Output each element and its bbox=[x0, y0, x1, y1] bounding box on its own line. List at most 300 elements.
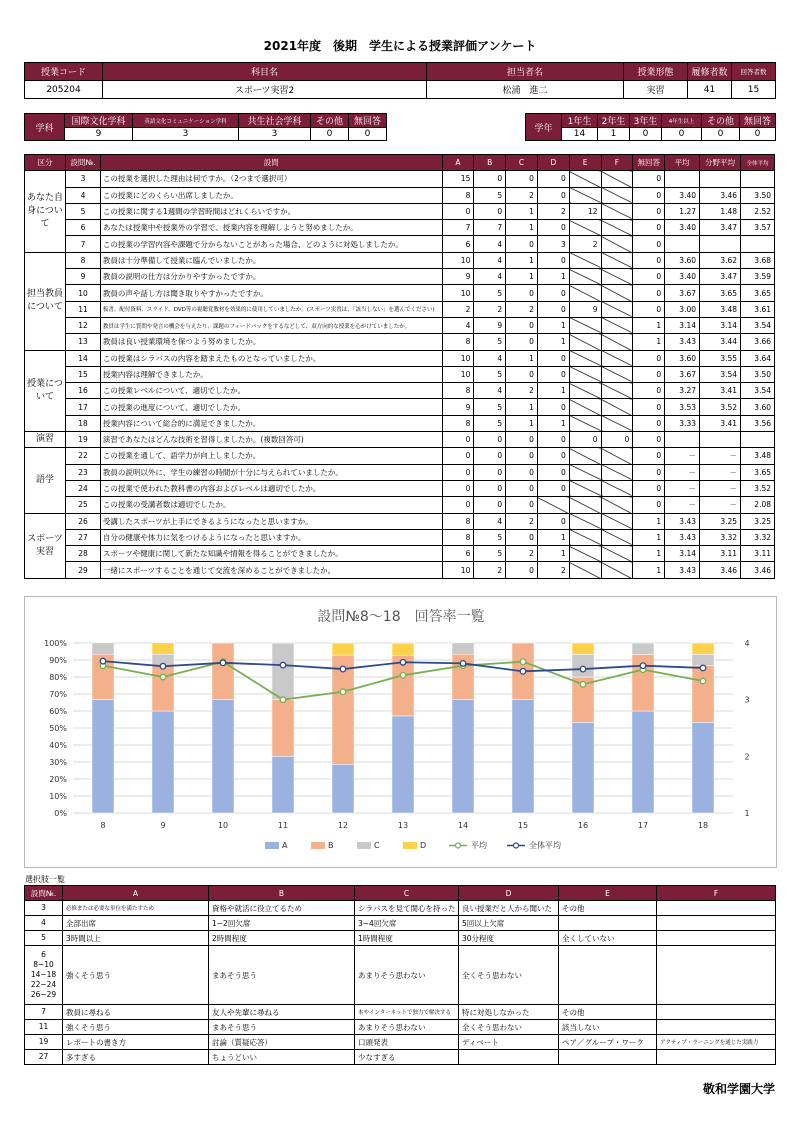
answer-count: 0 bbox=[537, 432, 569, 448]
average-value: 1.27 bbox=[665, 203, 700, 219]
no-answer-count: 0 bbox=[633, 415, 665, 431]
category-label: 演習 bbox=[25, 432, 66, 448]
col-header-category: 区分 bbox=[25, 155, 66, 171]
overall-average-value: 2.52 bbox=[741, 203, 775, 219]
option-text: 30分程度 bbox=[459, 931, 559, 946]
question-number: 23 bbox=[66, 464, 101, 480]
overall-average-value: 3.60 bbox=[741, 399, 775, 415]
answer-count bbox=[569, 334, 601, 350]
x-tick-label: 14 bbox=[457, 821, 469, 830]
question-number: 16 bbox=[66, 383, 101, 399]
no-answer-count: 0 bbox=[633, 432, 665, 448]
field-average-value bbox=[700, 236, 741, 252]
field-average-value bbox=[700, 432, 741, 448]
line-point bbox=[580, 666, 586, 672]
answer-count: 1 bbox=[537, 415, 569, 431]
answer-count bbox=[601, 317, 633, 333]
bar-segment bbox=[92, 700, 114, 813]
answer-count: 2 bbox=[506, 513, 538, 529]
field-average-value: 1.48 bbox=[700, 203, 741, 219]
answer-count: 0 bbox=[474, 448, 506, 464]
y-tick-label: 50% bbox=[49, 724, 67, 733]
year-header: 1年生 bbox=[562, 114, 598, 128]
answer-count bbox=[569, 317, 601, 333]
overall-average-value: 3.46 bbox=[741, 562, 775, 578]
question-text: この授業を選択した理由は何ですか。（2つまで選択可） bbox=[100, 171, 442, 187]
bar-segment bbox=[152, 643, 174, 654]
survey-row bbox=[25, 187, 775, 203]
answer-count bbox=[601, 269, 633, 285]
category-label: 担当教員について bbox=[25, 252, 66, 350]
category-label: あなた自身について bbox=[25, 171, 66, 252]
question-number: 7 bbox=[66, 236, 101, 252]
answer-count: 0 bbox=[474, 464, 506, 480]
no-answer-count: 1 bbox=[633, 546, 665, 562]
answer-count bbox=[601, 334, 633, 350]
survey-row bbox=[25, 366, 775, 382]
field-average-value: 3.47 bbox=[700, 220, 741, 236]
answer-count: 5 bbox=[474, 334, 506, 350]
no-answer-count: 1 bbox=[633, 529, 665, 545]
y-tick-label: 40% bbox=[49, 741, 67, 750]
bar-segment bbox=[692, 666, 714, 723]
no-answer-count: 1 bbox=[633, 317, 665, 333]
field-average-value: 3.44 bbox=[700, 334, 741, 350]
question-text: この授業を通して、語学力が向上しましたか。 bbox=[100, 448, 442, 464]
overall-average-value: 3.65 bbox=[741, 285, 775, 301]
answer-count: 10 bbox=[442, 562, 474, 578]
y-tick-label: 90% bbox=[49, 656, 67, 665]
line-point bbox=[400, 673, 406, 679]
survey-row bbox=[25, 399, 775, 415]
no-answer-count: 0 bbox=[633, 171, 665, 187]
survey-row bbox=[25, 220, 775, 236]
year-label: 学年 bbox=[526, 114, 562, 141]
option-question-number: 11 bbox=[25, 1020, 63, 1035]
average-value: 3.43 bbox=[665, 334, 700, 350]
average-value bbox=[665, 432, 700, 448]
dept-header: その他 bbox=[311, 114, 349, 128]
teacher-name: 松浦 進二 bbox=[427, 81, 624, 99]
question-number: 13 bbox=[66, 334, 101, 350]
line-point bbox=[700, 665, 706, 671]
average-value: － bbox=[665, 497, 700, 513]
field-average-value: 3.62 bbox=[700, 252, 741, 268]
course-code: 205204 bbox=[25, 81, 103, 99]
answer-count: 5 bbox=[474, 366, 506, 382]
survey-row bbox=[25, 236, 775, 252]
answer-count: 4 bbox=[474, 350, 506, 366]
year-value: 1 bbox=[598, 128, 630, 141]
year-value: 0 bbox=[702, 128, 740, 141]
col-header-no-answer: 無回答 bbox=[633, 155, 665, 171]
answer-count bbox=[601, 187, 633, 203]
col-header-c: C bbox=[506, 155, 538, 171]
answer-count: 5 bbox=[474, 399, 506, 415]
answer-count: 3 bbox=[537, 236, 569, 252]
legend-swatch bbox=[357, 842, 371, 849]
answer-count: 0 bbox=[506, 529, 538, 545]
option-text bbox=[657, 931, 776, 946]
answer-count: 0 bbox=[442, 448, 474, 464]
question-number: 5 bbox=[66, 203, 101, 219]
answer-count bbox=[601, 350, 633, 366]
x-tick-label: 17 bbox=[637, 821, 649, 830]
options-table bbox=[24, 885, 776, 1065]
average-value: 3.60 bbox=[665, 252, 700, 268]
answer-count bbox=[569, 366, 601, 382]
option-text bbox=[657, 901, 776, 916]
answer-count: 2 bbox=[474, 562, 506, 578]
col-header-field-average: 分野平均 bbox=[700, 155, 741, 171]
option-text: あまりそう思わない bbox=[355, 1020, 459, 1035]
option-question-number: 7 bbox=[25, 1005, 63, 1020]
question-number: 3 bbox=[66, 171, 101, 187]
option-text: ちょうどいい bbox=[209, 1050, 355, 1065]
survey-row bbox=[25, 480, 775, 496]
answer-count: 10 bbox=[442, 350, 474, 366]
bar-segment bbox=[152, 666, 174, 711]
answer-count: 0 bbox=[506, 480, 538, 496]
bar-segment bbox=[392, 643, 414, 655]
answer-count: 2 bbox=[537, 562, 569, 578]
answer-count: 8 bbox=[442, 187, 474, 203]
no-answer-count: 0 bbox=[633, 301, 665, 317]
bar-segment bbox=[692, 654, 714, 665]
option-text: 全くそう思わない bbox=[459, 946, 559, 1005]
category-label: 授業について bbox=[25, 350, 66, 431]
field-average-value: 3.11 bbox=[700, 546, 741, 562]
overall-average-value bbox=[741, 171, 775, 187]
average-value: 3.43 bbox=[665, 529, 700, 545]
options-header-e: E bbox=[559, 886, 657, 901]
answer-count: 0 bbox=[474, 432, 506, 448]
option-text: 少なすぎる bbox=[355, 1050, 459, 1065]
answer-count: 0 bbox=[506, 236, 538, 252]
answer-count: 1 bbox=[537, 317, 569, 333]
overall-average-value: 3.66 bbox=[741, 334, 775, 350]
question-text: この授業の進度について、適切でしたか。 bbox=[100, 399, 442, 415]
survey-row bbox=[25, 562, 775, 578]
question-text: この授業の受講者数は適切でしたか。 bbox=[100, 497, 442, 513]
legend-label: 平均 bbox=[471, 841, 487, 850]
options-header-d: D bbox=[459, 886, 559, 901]
bar-segment bbox=[332, 764, 354, 813]
survey-row bbox=[25, 171, 775, 187]
answer-count: 1 bbox=[537, 529, 569, 545]
y-tick-label: 10% bbox=[49, 792, 67, 801]
question-number: 18 bbox=[66, 415, 101, 431]
answer-count: 0 bbox=[442, 203, 474, 219]
average-value: 3.14 bbox=[665, 546, 700, 562]
year-value: 0 bbox=[740, 128, 776, 141]
bar-segment bbox=[332, 643, 354, 655]
answer-count: 12 bbox=[569, 203, 601, 219]
survey-row bbox=[25, 317, 775, 333]
field-average-value: － bbox=[700, 448, 741, 464]
y-tick-label: 70% bbox=[49, 690, 67, 699]
answer-count: 0 bbox=[506, 464, 538, 480]
option-text: 5回以上欠席 bbox=[459, 916, 559, 931]
answer-count: 0 bbox=[506, 497, 538, 513]
answer-count: 5 bbox=[474, 529, 506, 545]
bar-segment bbox=[272, 643, 294, 700]
option-text bbox=[657, 1020, 776, 1035]
average-value: － bbox=[665, 448, 700, 464]
option-row bbox=[25, 916, 776, 931]
overall-average-value: 3.59 bbox=[741, 269, 775, 285]
answer-count: 4 bbox=[474, 236, 506, 252]
answer-count: 4 bbox=[474, 513, 506, 529]
average-value: － bbox=[665, 480, 700, 496]
bar-segment bbox=[692, 722, 714, 813]
answer-count: 0 bbox=[537, 399, 569, 415]
legend-swatch bbox=[265, 842, 279, 849]
option-text: ディベート bbox=[459, 1035, 559, 1050]
average-value: 3.43 bbox=[665, 562, 700, 578]
average-value: 3.40 bbox=[665, 269, 700, 285]
average-value bbox=[665, 171, 700, 187]
answer-count: 1 bbox=[506, 269, 538, 285]
answer-count: 0 bbox=[506, 366, 538, 382]
enrolled-header: 履修者数 bbox=[688, 63, 732, 81]
bar-segment bbox=[452, 643, 474, 654]
answer-count bbox=[601, 513, 633, 529]
overall-average-value: 3.64 bbox=[741, 350, 775, 366]
average-value: 3.60 bbox=[665, 350, 700, 366]
answer-count: 8 bbox=[442, 334, 474, 350]
answer-count: 0 bbox=[537, 285, 569, 301]
answer-count: 2 bbox=[506, 546, 538, 562]
option-text: ペア／グループ・ワーク bbox=[559, 1035, 657, 1050]
question-number: 28 bbox=[66, 546, 101, 562]
question-number: 8 bbox=[66, 252, 101, 268]
option-text: 1時間程度 bbox=[355, 931, 459, 946]
option-text: 1−2回欠席 bbox=[209, 916, 355, 931]
answer-count: 9 bbox=[569, 301, 601, 317]
option-row bbox=[25, 1035, 776, 1050]
answer-count bbox=[601, 236, 633, 252]
option-text: その他 bbox=[559, 901, 657, 916]
overall-average-value: 3.52 bbox=[741, 480, 775, 496]
no-answer-count: 0 bbox=[633, 203, 665, 219]
overall-average-value: 2.08 bbox=[741, 497, 775, 513]
answer-count: 1 bbox=[537, 383, 569, 399]
year-table bbox=[525, 113, 776, 141]
option-text: アクティブ・ラーニングを通じた実践力 bbox=[657, 1035, 776, 1050]
y2-tick-label: 4 bbox=[744, 639, 750, 648]
question-text: 教員は十分準備して授業に臨んでいましたか。 bbox=[100, 252, 442, 268]
answer-count bbox=[601, 220, 633, 236]
question-text: この授業の学習内容や課題で分からないことがあった場合、どのように対処しましたか。 bbox=[100, 236, 442, 252]
option-text: レポートの書き方 bbox=[63, 1035, 209, 1050]
question-text: この授業に関する1週間の学習時間はどれくらいですか。 bbox=[100, 203, 442, 219]
answer-count bbox=[569, 383, 601, 399]
survey-row bbox=[25, 529, 775, 545]
question-number: 9 bbox=[66, 269, 101, 285]
bar-segment bbox=[632, 643, 654, 654]
answer-count: 0 bbox=[474, 171, 506, 187]
answer-count bbox=[569, 513, 601, 529]
answer-count: 2 bbox=[474, 301, 506, 317]
answer-count bbox=[569, 350, 601, 366]
answer-count bbox=[601, 529, 633, 545]
answer-count: 0 bbox=[506, 334, 538, 350]
answer-count: 1 bbox=[506, 399, 538, 415]
legend-label: D bbox=[420, 841, 427, 850]
field-average-value: 3.25 bbox=[700, 513, 741, 529]
line-point bbox=[160, 674, 166, 680]
option-text: 全部出席 bbox=[63, 916, 209, 931]
bar-segment bbox=[92, 643, 114, 654]
no-answer-count: 0 bbox=[633, 350, 665, 366]
option-text: 3時間以上 bbox=[63, 931, 209, 946]
col-header-f: F bbox=[601, 155, 633, 171]
dept-header: 英語文化コミュニケーション学科 bbox=[133, 114, 239, 128]
option-text: 友人や先輩に尋ねる bbox=[209, 1005, 355, 1020]
answer-count: 0 bbox=[506, 317, 538, 333]
options-header-a: A bbox=[63, 886, 209, 901]
answer-count bbox=[569, 497, 601, 513]
no-answer-count: 0 bbox=[633, 480, 665, 496]
answer-count: 0 bbox=[506, 432, 538, 448]
option-row bbox=[25, 901, 776, 916]
average-value: － bbox=[665, 464, 700, 480]
answer-count: 0 bbox=[506, 562, 538, 578]
legend-swatch bbox=[311, 842, 325, 849]
question-number: 4 bbox=[66, 187, 101, 203]
overall-average-value: 3.54 bbox=[741, 317, 775, 333]
answer-count: 0 bbox=[506, 171, 538, 187]
overall-average-value: 3.61 bbox=[741, 301, 775, 317]
respondents-header: 回答者数 bbox=[732, 63, 776, 81]
survey-row bbox=[25, 415, 775, 431]
no-answer-count: 0 bbox=[633, 366, 665, 382]
bar-segment bbox=[272, 700, 294, 757]
answer-count bbox=[569, 562, 601, 578]
answer-count: 9 bbox=[474, 317, 506, 333]
dept-header: 国際文化学科 bbox=[65, 114, 133, 128]
overall-average-value: 3.65 bbox=[741, 464, 775, 480]
answer-count bbox=[601, 366, 633, 382]
answer-count bbox=[601, 171, 633, 187]
department-table bbox=[24, 113, 387, 141]
teacher-header: 担当者名 bbox=[427, 63, 624, 81]
option-text: 教員に尋ねる bbox=[63, 1005, 209, 1020]
answer-count: 0 bbox=[569, 432, 601, 448]
line-point bbox=[340, 666, 346, 672]
answer-count: 1 bbox=[506, 350, 538, 366]
line-point bbox=[280, 662, 286, 668]
year-value: 0 bbox=[662, 128, 702, 141]
answer-count: 1 bbox=[537, 334, 569, 350]
answer-count: 0 bbox=[537, 480, 569, 496]
col-header-b: B bbox=[474, 155, 506, 171]
option-question-number: 27 bbox=[25, 1050, 63, 1065]
y-tick-label: 0% bbox=[54, 809, 67, 818]
line-point bbox=[460, 661, 466, 667]
overall-average-value bbox=[741, 236, 775, 252]
year-header: 無回答 bbox=[740, 114, 776, 128]
question-number: 25 bbox=[66, 497, 101, 513]
average-value: 3.67 bbox=[665, 285, 700, 301]
answer-count: 8 bbox=[442, 529, 474, 545]
option-text: まあそう思う bbox=[209, 946, 355, 1005]
question-text: 一緒にスポーツすることを通じて交流を深めることができましたか。 bbox=[100, 562, 442, 578]
answer-count bbox=[601, 301, 633, 317]
question-number: 15 bbox=[66, 366, 101, 382]
field-average-value: 3.41 bbox=[700, 383, 741, 399]
col-header-overall-average: 全体平均 bbox=[741, 155, 775, 171]
answer-count bbox=[569, 464, 601, 480]
survey-row bbox=[25, 252, 775, 268]
average-value: 3.53 bbox=[665, 399, 700, 415]
y-tick-label: 60% bbox=[49, 707, 67, 716]
option-row bbox=[25, 946, 776, 1005]
answer-count: 0 bbox=[442, 432, 474, 448]
answer-count bbox=[569, 399, 601, 415]
answer-count: 8 bbox=[442, 513, 474, 529]
year-header: 4年生以上 bbox=[662, 114, 702, 128]
survey-row bbox=[25, 203, 775, 219]
answer-count: 5 bbox=[474, 187, 506, 203]
overall-average-value: 3.50 bbox=[741, 187, 775, 203]
respondents-count: 15 bbox=[732, 81, 776, 99]
chart-title: 設問№8～18 回答率一覧 bbox=[317, 609, 485, 625]
average-value: 3.00 bbox=[665, 301, 700, 317]
bar-segment bbox=[632, 711, 654, 813]
answer-count: 0 bbox=[442, 497, 474, 513]
field-average-value: 3.52 bbox=[700, 399, 741, 415]
x-tick-label: 12 bbox=[337, 821, 349, 830]
university-logo: 敬和学園大学 bbox=[702, 1082, 775, 1096]
option-question-number: 19 bbox=[25, 1035, 63, 1050]
no-answer-count: 0 bbox=[633, 220, 665, 236]
answer-count: 1 bbox=[506, 203, 538, 219]
question-number: 24 bbox=[66, 480, 101, 496]
option-text: その他 bbox=[559, 1005, 657, 1020]
survey-row bbox=[25, 432, 775, 448]
question-text: 授業内容について総合的に満足できましたか。 bbox=[100, 415, 442, 431]
form-header: 授業形態 bbox=[624, 63, 688, 81]
answer-count: 0 bbox=[474, 480, 506, 496]
answer-count: 5 bbox=[474, 415, 506, 431]
y2-tick-label: 1 bbox=[744, 809, 750, 818]
option-text: シラバスを見て関心を持った bbox=[355, 901, 459, 916]
line-point bbox=[100, 658, 106, 664]
answer-count bbox=[601, 464, 633, 480]
answer-count: 0 bbox=[537, 350, 569, 366]
average-value: 3.67 bbox=[665, 366, 700, 382]
survey-table bbox=[24, 154, 775, 579]
line-point bbox=[280, 697, 286, 703]
no-answer-count: 1 bbox=[633, 562, 665, 578]
dept-header: 無回答 bbox=[349, 114, 387, 128]
answer-count bbox=[601, 383, 633, 399]
option-text: 良い授業だと人から聞いた bbox=[459, 901, 559, 916]
no-answer-count: 0 bbox=[633, 448, 665, 464]
no-answer-count: 1 bbox=[633, 513, 665, 529]
question-number: 22 bbox=[66, 448, 101, 464]
bar-segment bbox=[512, 700, 534, 813]
answer-count bbox=[569, 171, 601, 187]
answer-count: 0 bbox=[442, 480, 474, 496]
x-tick-label: 8 bbox=[100, 821, 106, 830]
option-text: 全くしていない bbox=[559, 931, 657, 946]
legend-swatch bbox=[403, 842, 417, 849]
answer-count bbox=[537, 497, 569, 513]
bar-segment bbox=[572, 722, 594, 813]
